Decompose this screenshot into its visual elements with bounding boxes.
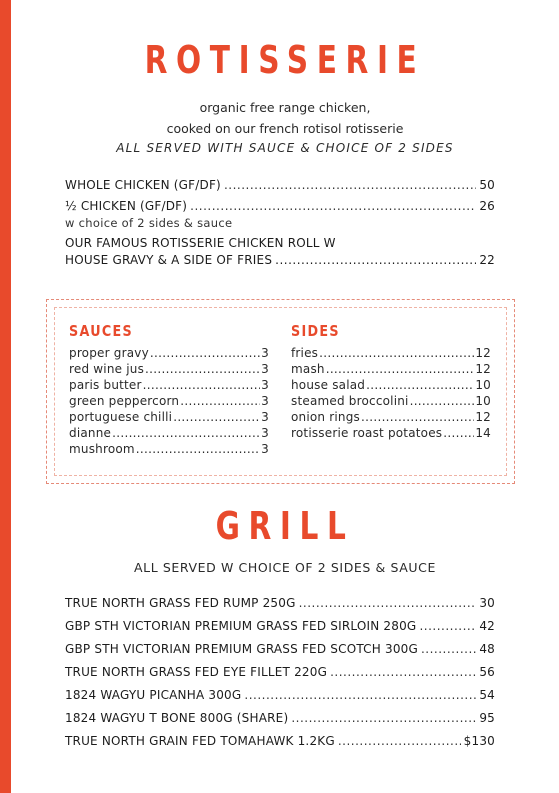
- sauce-name: portuguese chilli: [69, 410, 173, 424]
- menu-item-name: TRUE NORTH GRASS FED RUMP 250G: [65, 596, 296, 610]
- grill-item-tomahawk: [65, 734, 495, 748]
- dot-leader: [143, 378, 261, 392]
- rotisserie-heading: ROTISSERIE: [144, 38, 426, 82]
- sauce-price: 3: [261, 346, 269, 360]
- menu-item-name: GBP STH VICTORIAN PREMIUM GRASS FED SCOTCH 300G: [65, 642, 418, 656]
- rotisserie-description-line-2: cooked on our french rotisol rotisserie: [166, 121, 404, 136]
- grill-item-eye-fillet: [65, 665, 495, 679]
- dot-leader: [299, 596, 477, 610]
- sides-list: [291, 346, 491, 442]
- side-price: 10: [475, 378, 491, 392]
- sauce-name: red wine jus: [69, 362, 145, 376]
- menu-item-price: 56: [479, 665, 495, 679]
- sauce-item: [69, 346, 269, 362]
- grill-item-scotch: [65, 642, 495, 656]
- side-item: [291, 410, 491, 426]
- dot-leader: [326, 362, 475, 376]
- dot-leader: [319, 346, 474, 360]
- sides-heading: SIDES: [291, 322, 340, 340]
- sauce-price: 3: [261, 362, 269, 376]
- menu-item-name: WHOLE CHICKEN (GF/DF): [65, 178, 221, 192]
- dot-leader: [330, 665, 476, 679]
- side-item: [291, 378, 491, 394]
- sauce-item: [69, 378, 269, 394]
- dot-leader: [190, 199, 476, 213]
- dot-leader: [291, 711, 476, 725]
- grill-item-sirloin: [65, 619, 495, 633]
- sauce-item: [69, 394, 269, 410]
- grill-heading: GRILL: [215, 504, 355, 548]
- menu-item-price: $130: [463, 734, 495, 748]
- menu-item-name: TRUE NORTH GRAIN FED TOMAHAWK 1.2KG: [65, 734, 335, 748]
- dot-leader: [180, 394, 260, 408]
- side-item: [291, 394, 491, 410]
- sauce-item: [69, 426, 269, 442]
- side-item: [291, 362, 491, 378]
- left-accent-stripe: [0, 0, 11, 793]
- side-price: 12: [475, 346, 491, 360]
- side-name: steamed broccolini: [291, 394, 409, 408]
- sauce-price: 3: [261, 426, 269, 440]
- menu-item-half-chicken: [65, 199, 495, 213]
- menu-item-price: 26: [479, 199, 495, 213]
- sauce-item: [69, 410, 269, 426]
- half-chicken-note: w choice of 2 sides & sauce: [65, 216, 233, 230]
- menu-item-name: 1824 WAGYU PICANHA 300G: [65, 688, 242, 702]
- dot-leader: [173, 410, 260, 424]
- sauce-item: [69, 362, 269, 378]
- menu-item-name: TRUE NORTH GRASS FED EYE FILLET 220G: [65, 665, 328, 679]
- menu-item-price: 48: [479, 642, 495, 656]
- menu-item-chicken-roll: [65, 236, 495, 267]
- menu-item-price: 50: [479, 178, 495, 192]
- menu-item-name: 1824 WAGYU T BONE 800G (SHARE): [65, 711, 289, 725]
- side-price: 12: [475, 362, 491, 376]
- menu-item-price: 95: [479, 711, 495, 725]
- rotisserie-description-line-1: organic free range chicken,: [199, 100, 371, 115]
- dot-leader: [419, 619, 476, 633]
- side-price: 10: [475, 394, 491, 408]
- menu-item-price: 22: [479, 253, 495, 267]
- sauces-heading: SAUCES: [69, 322, 133, 340]
- sauce-name: proper gravy: [69, 346, 149, 360]
- dot-leader: [338, 734, 461, 748]
- sauces-list: [69, 346, 269, 458]
- dot-leader: [410, 394, 475, 408]
- dot-leader: [421, 642, 476, 656]
- sauce-name: dianne: [69, 426, 112, 440]
- menu-item-name: ½ CHICKEN (GF/DF): [65, 199, 188, 213]
- side-name: house salad: [291, 378, 366, 392]
- sauce-price: 3: [261, 410, 269, 424]
- dot-leader: [275, 253, 476, 267]
- grill-served-note: ALL SERVED W CHOICE OF 2 SIDES & SAUCE: [134, 560, 436, 575]
- grill-item-t-bone: [65, 711, 495, 725]
- dot-leader: [150, 346, 260, 360]
- dot-leader: [443, 426, 474, 440]
- menu-item-whole-chicken: [65, 178, 495, 192]
- side-name: mash: [291, 362, 325, 376]
- dot-leader: [361, 410, 474, 424]
- grill-item-rump: [65, 596, 495, 610]
- dot-leader: [224, 178, 476, 192]
- sauce-price: 3: [261, 378, 269, 392]
- side-price: 12: [475, 410, 491, 424]
- sauce-name: mushroom: [69, 442, 135, 456]
- dot-leader: [136, 442, 260, 456]
- menu-item-price: 42: [479, 619, 495, 633]
- dot-leader: [244, 688, 476, 702]
- menu-item-name-line-2: HOUSE GRAVY & A SIDE OF FRIES: [65, 253, 273, 267]
- dot-leader: [145, 362, 260, 376]
- side-item: [291, 426, 491, 442]
- sauce-item: [69, 442, 269, 458]
- menu-item-name: GBP STH VICTORIAN PREMIUM GRASS FED SIRLOIN 280G: [65, 619, 417, 633]
- sauce-name: green peppercorn: [69, 394, 180, 408]
- rotisserie-served-note: ALL SERVED WITH SAUCE & CHOICE OF 2 SIDES: [116, 141, 454, 155]
- side-price: 14: [475, 426, 491, 440]
- grill-item-picanha: [65, 688, 495, 702]
- side-item: [291, 346, 491, 362]
- side-name: rotisserie roast potatoes: [291, 426, 443, 440]
- menu-item-price: 54: [479, 688, 495, 702]
- menu-item-price: 30: [479, 596, 495, 610]
- sauce-price: 3: [261, 442, 269, 456]
- sauce-name: paris butter: [69, 378, 142, 392]
- sauce-price: 3: [261, 394, 269, 408]
- side-name: fries: [291, 346, 319, 360]
- dot-leader: [366, 378, 474, 392]
- dot-leader: [112, 426, 260, 440]
- menu-item-name-line-1: OUR FAMOUS ROTISSERIE CHICKEN ROLL W: [65, 236, 336, 250]
- side-name: onion rings: [291, 410, 360, 424]
